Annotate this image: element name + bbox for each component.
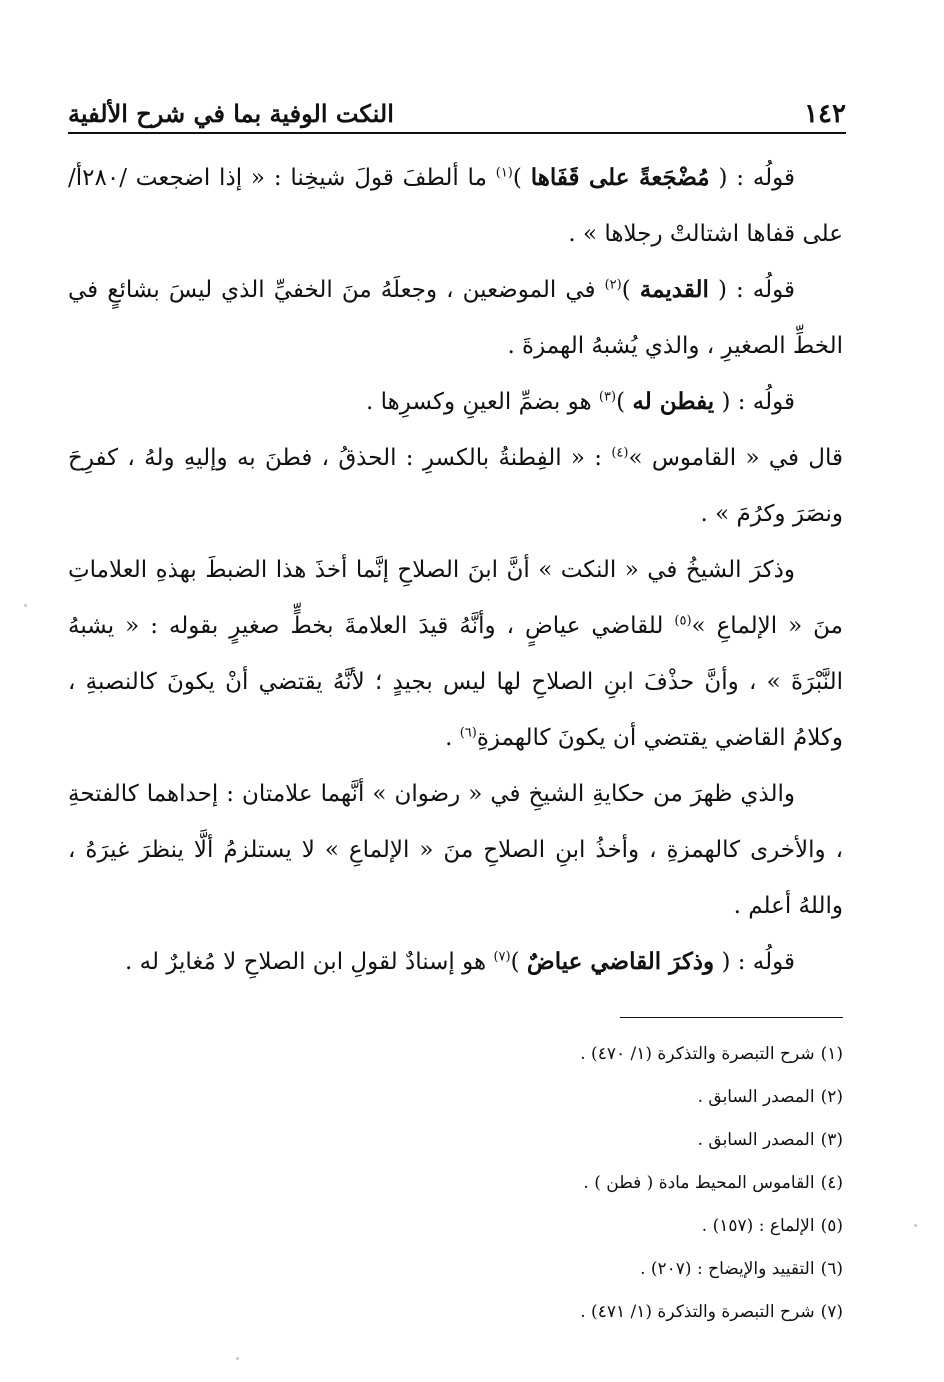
quoted-term: وذكرَ القاضي عياضٌ xyxy=(526,948,715,975)
paragraph-bracket: ) xyxy=(621,277,631,303)
footnote-item xyxy=(68,1291,843,1334)
footnote-ref[interactable]: (٤) xyxy=(611,445,629,461)
footnote-number: (٦) xyxy=(820,1259,843,1279)
footnote-text: شرح التبصرة والتذكرة (١/ ٤٧٠) . xyxy=(580,1044,815,1064)
paragraph-text: هو بضمِّ العينِ وكسرِها . xyxy=(366,389,592,415)
paragraph-lead: قال في « القاموس » xyxy=(628,445,843,471)
main-text xyxy=(68,150,843,990)
scan-speck xyxy=(914,1224,917,1227)
page-header xyxy=(68,78,846,134)
header-rule xyxy=(68,132,846,134)
running-title: النكت الوفية بما في شرح الألفية xyxy=(68,99,394,128)
quoted-term: مُضْجَعةً على قَفَاها xyxy=(530,164,710,191)
footnote-ref[interactable]: (٧) xyxy=(493,949,511,965)
footnote-ref[interactable]: (٥) xyxy=(674,613,692,629)
footnote-item xyxy=(68,1248,843,1291)
footnote-number: (٣) xyxy=(820,1130,843,1150)
footnote-ref[interactable]: (٢) xyxy=(604,277,622,293)
paragraph-7 xyxy=(68,934,843,990)
paragraph-lead: قولُه : ( xyxy=(721,389,795,415)
footnote-text: التقييد والإيضاح : (٢٠٧) . xyxy=(640,1259,815,1279)
footnote-number: (٤) xyxy=(820,1173,843,1193)
footnotes xyxy=(68,1033,843,1334)
footnote-number: (٧) xyxy=(820,1302,843,1322)
paragraph-text: هو إسنادٌ لقولِ ابن الصلاحِ لا مُغايرٌ له . xyxy=(125,949,487,975)
paragraph-lead: قولُه : ( xyxy=(721,949,795,975)
paragraph-1 xyxy=(68,150,843,262)
paragraph-bracket: ) xyxy=(510,949,520,975)
page-number: ١٤٢ xyxy=(804,99,846,129)
footnote-item xyxy=(68,1162,843,1205)
paragraph-text: في الموضعين ، وجعلَهُ منَ الخفيِّ الذي ليسَ بشائعٍ في الخطِّ الصغيرِ ، والذي يُشبهُ الهمزةَ . xyxy=(68,277,843,359)
paragraph-5 xyxy=(68,542,843,766)
paragraph-4 xyxy=(68,430,843,542)
paragraph-lead: قولُه : ( xyxy=(718,165,796,191)
paragraph-text: : « الفِطنةُ بالكسرِ : الحذقُ ، فطنَ به وإليهِ ولهُ ، كفرِحَ ونصَرَ وكرُمَ » . xyxy=(68,445,843,527)
scan-speck xyxy=(236,1357,239,1360)
footnote-text: شرح التبصرة والتذكرة (١/ ٤٧١) . xyxy=(580,1302,815,1322)
paragraph-tail: . xyxy=(445,725,460,751)
footnote-item xyxy=(68,1076,843,1119)
footnote-separator xyxy=(620,1017,843,1018)
footnote-ref[interactable]: (٦) xyxy=(459,725,477,741)
paragraph-text: للقاضي عياضٍ ، وأنَّهُ قيدَ العلامةَ بخطٍّ صغيرٍ بقوله : « يشبهُ النَّبْرَةَ » ، وأنَّ حذْفَ ابنِ الصلاحِ لها ليس بجيدٍ ؛ لأنَّهُ يقتضي أنْ يكونَ كالنصبةِ ، وكلامُ القاضي يقتضي أن يكونَ كالهمزةِ xyxy=(68,613,843,751)
footnote-item xyxy=(68,1119,843,1162)
footnote-ref[interactable]: (٣) xyxy=(598,389,617,405)
quoted-term: يفطن له xyxy=(632,388,715,415)
footnote-number: (١) xyxy=(820,1044,843,1064)
footnote-number: (٥) xyxy=(820,1216,843,1236)
footnote-number: (٢) xyxy=(820,1087,843,1107)
footnote-text: الإلماع : (١٥٧) . xyxy=(701,1216,815,1236)
footnote-item xyxy=(68,1033,843,1076)
paragraph-6 xyxy=(68,766,843,934)
footnote-item xyxy=(68,1205,843,1248)
paragraph-lead: وذكرَ الشيخُ في « النكت » أنَّ ابنَ الصلاحِ إنَّما أخذَ هذا الضبطَ بهذهِ العلاماتِ منَ « الإلماعِ » xyxy=(68,557,843,639)
footnote-text: المصدر السابق . xyxy=(697,1130,815,1150)
scan-speck xyxy=(24,604,27,607)
paragraph-bracket: ) xyxy=(616,389,626,415)
paragraph-lead: قولُه : ( xyxy=(717,277,796,303)
paragraph-2 xyxy=(68,262,843,374)
paragraph-text: ما ألطفَ قولَ شيخِنا : « إذا اضجعت /٢٨٠أ/ على قفاها اشتالتْ رجلاها » . xyxy=(68,165,843,247)
quoted-term: القديمة xyxy=(639,276,709,303)
paragraph-3 xyxy=(68,374,843,430)
footnote-text: القاموس المحيط مادة ( فطن ) . xyxy=(583,1173,815,1193)
paragraph-bracket: ) xyxy=(512,165,522,191)
footnote-ref[interactable]: (١) xyxy=(495,165,513,181)
footnote-text: المصدر السابق . xyxy=(697,1087,815,1107)
paragraph-text: والذي ظهرَ من حكايةِ الشيخِ في « رضوان » أنَّهما علامتان : إحداهما كالفتحةِ ، والأخرى كالهمزةِ ، وأخذُ ابنِ الصلاحِ منَ « الإلماعِ » لا يستلزمُ ألَّا ينظرَ غيرَهُ ، واللهُ أعلم . xyxy=(68,781,843,919)
